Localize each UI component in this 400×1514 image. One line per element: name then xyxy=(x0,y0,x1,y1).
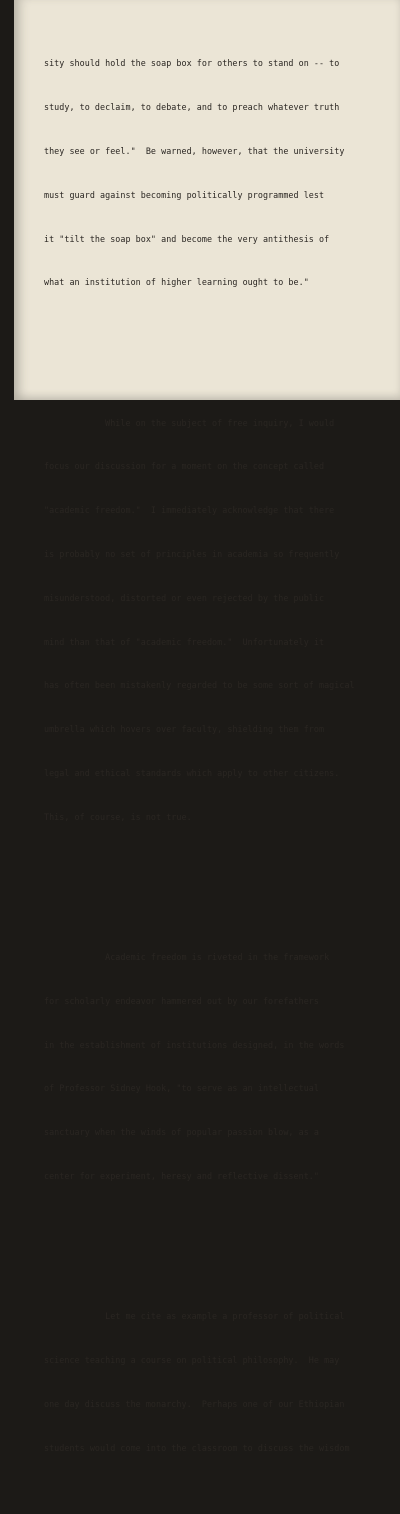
text-line: one day discuss the monarchy. Perhaps one of our Ethiopian xyxy=(44,1398,345,1409)
paragraph-gap xyxy=(44,883,396,892)
paragraph xyxy=(44,921,396,1213)
paragraph xyxy=(44,1280,396,1484)
text-line: Academic freedom is riveted in the framework xyxy=(44,952,330,962)
text-line: Let me cite as example a professor of political xyxy=(44,1311,345,1322)
text-line: umbrella which hovers over faculty, shielding them from xyxy=(44,724,325,735)
text-line: has often been mistakenly regarded to be some sort of magical xyxy=(44,680,355,691)
text-line: in the establishment of institutions designed, in the words xyxy=(44,1039,345,1050)
text-line: "academic freedom." I immediately acknowledge that there xyxy=(44,505,335,516)
paragraph xyxy=(44,386,396,853)
text-line: focus our discussion for a moment on the concept called xyxy=(44,461,325,472)
text-line: This, of course, is not true. xyxy=(44,811,192,822)
text-line: is probably no set of principles in academia so frequently xyxy=(44,548,340,559)
text-line: for scholarly endeavor hammered out by our forefathers xyxy=(44,995,319,1006)
text-line: mind than that of "academic freedom." Unfortunately it xyxy=(44,636,325,647)
paragraph xyxy=(44,27,396,319)
text-line: it "tilt the soap box" and become the very antithesis of xyxy=(44,233,330,244)
paragraph-gap xyxy=(44,1242,396,1251)
text-line: science teaching a course on political philosophy. He may xyxy=(44,1355,340,1366)
text-line: of Professor Sidney Hook, "to serve as an intellectual xyxy=(44,1083,319,1094)
text-line: sity should hold the soap box for others to stand on -- to xyxy=(44,58,340,69)
text-line: legal and ethical standards which apply to other citizens. xyxy=(44,767,340,778)
typed-text-body xyxy=(44,0,396,1514)
text-line: misunderstood, distorted or even rejected by the public xyxy=(44,592,325,603)
text-line: sanctuary when the winds of popular passion blow, as a xyxy=(44,1127,319,1138)
text-line: While on the subject of free inquiry, I would xyxy=(44,417,335,428)
text-line: they see or feel." Be warned, however, that the university xyxy=(44,145,345,156)
text-line: center for experiment, heresy and reflective dissent." xyxy=(44,1170,319,1181)
paragraph-gap xyxy=(44,348,396,357)
text-line: students would come into the classroom to discuss the wisdom xyxy=(44,1442,350,1453)
text-line: what an institution of higher learning ought to be." xyxy=(44,277,309,288)
text-line: must guard against becoming politically programmed lest xyxy=(44,189,325,200)
text-line: study, to declaim, to debate, and to preach whatever truth xyxy=(44,102,340,113)
